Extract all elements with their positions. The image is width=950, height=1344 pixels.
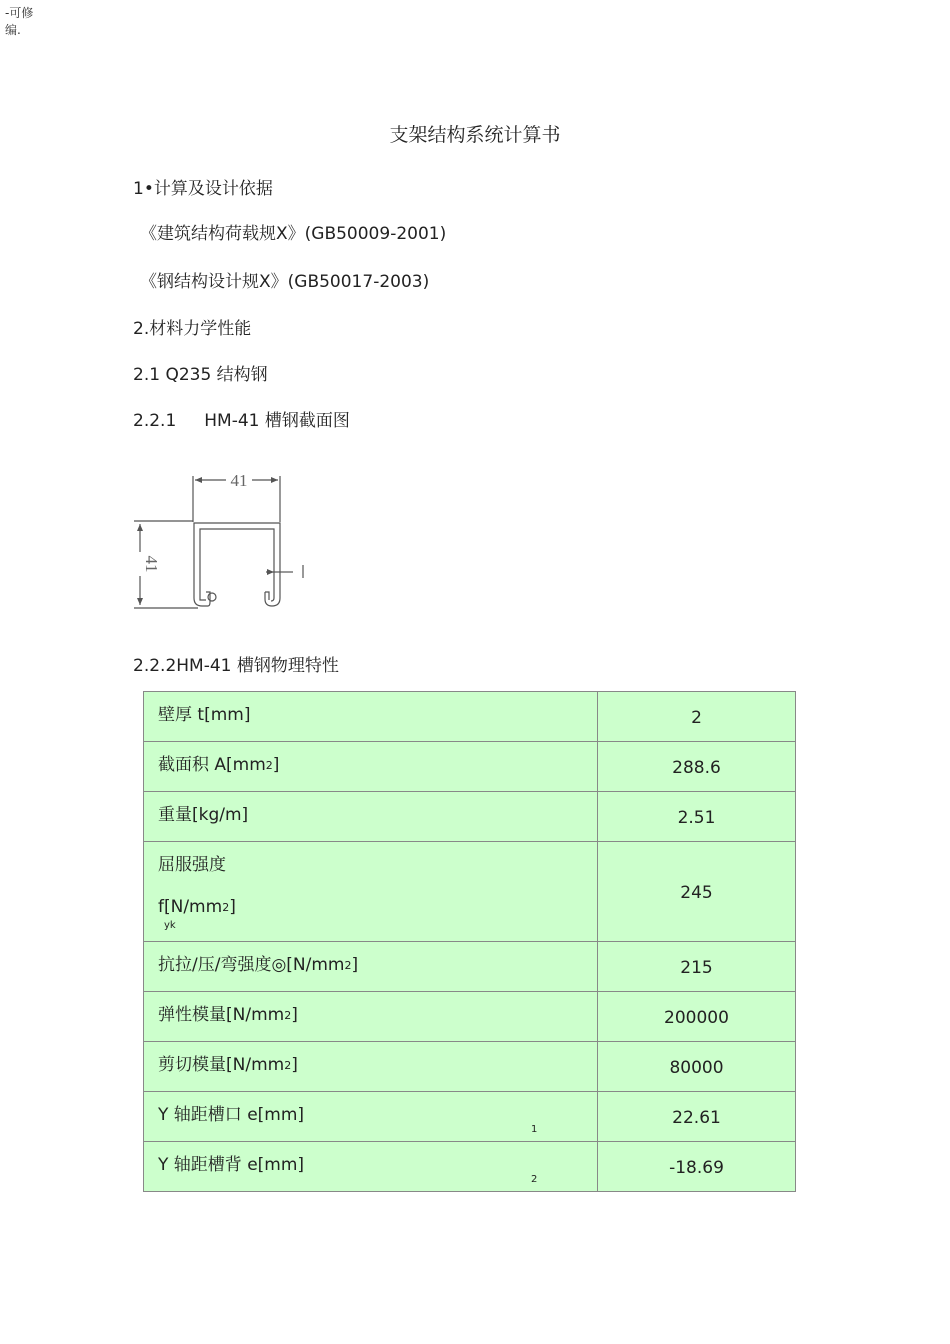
row-value: -18.69 [598,1142,796,1192]
arrowhead-left [195,477,202,483]
subscript-yk: yk [164,920,176,931]
row-value: 200000 [598,992,796,1042]
document-title: 支架结构系统计算书 [389,124,561,146]
table-row [144,692,796,742]
section-number: 2.2.1 [133,411,177,431]
channel-outline-outer [194,523,280,606]
row-label: 截面积 A[mm2] [144,742,598,792]
row-value: 215 [598,942,796,992]
reference-load-code: 《建筑结构荷载规X》(GB50009-2001) [140,224,447,244]
dim-height-label: 41 [142,555,161,573]
row-label: 抗拉/压/弯强度◎[N/mm2] [144,942,598,992]
table-row [144,942,796,992]
row-value: 2.51 [598,792,796,842]
table-row [144,1142,796,1192]
section-1-heading: 1•计算及设计依据 [133,179,273,199]
section-2-1-heading: 2.1 Q235 结构钢 [133,365,268,385]
table-row [144,842,796,942]
table-row [144,1042,796,1092]
row-label: 剪切模量[N/mm2] [144,1042,598,1092]
arrowhead-thickness [267,569,274,575]
row-value: 2 [598,692,796,742]
row-value: 245 [598,842,796,942]
reference-steel-code: 《钢结构设计规X》(GB50017-2003) [140,272,430,292]
row-value: 288.6 [598,742,796,792]
bolt-hole [208,593,216,601]
watermark: -可修编. [5,6,34,37]
dim-width-label: 41 [230,471,248,490]
channel-section-drawing [128,466,310,616]
channel-outline-inner [200,529,274,601]
row-label: 弹性模量[N/mm2] [144,992,598,1042]
row-label: 屈服强度 f[N/mm2] yk [144,842,598,942]
row-label: 重量[kg/m] [144,792,598,842]
section-text: HM-41 槽钢截面图 [204,411,350,431]
arrowhead-top [137,524,143,531]
row-value: 22.61 [598,1092,796,1142]
properties-table [143,691,796,1192]
section-2-heading: 2.材料力学性能 [133,319,252,339]
subscript-2: 2 [531,1174,538,1185]
table-row [144,992,796,1042]
table-row [144,1092,796,1142]
channel-section-svg [128,466,310,616]
table-row [144,792,796,842]
section-2-2-1-heading [133,406,350,431]
row-label: 壁厚 t[mm] [144,692,598,742]
row-value: 80000 [598,1042,796,1092]
arrowhead-right [271,477,278,483]
subscript-1: 1 [531,1124,538,1135]
section-2-2-2-heading: 2.2.2HM-41 槽钢物理特性 [133,656,339,676]
row-label: Y 轴距槽背 e[mm] 2 [144,1142,598,1192]
arrowhead-bottom [137,598,143,605]
row-label: Y 轴距槽口 e[mm] 1 [144,1092,598,1142]
table-row [144,742,796,792]
